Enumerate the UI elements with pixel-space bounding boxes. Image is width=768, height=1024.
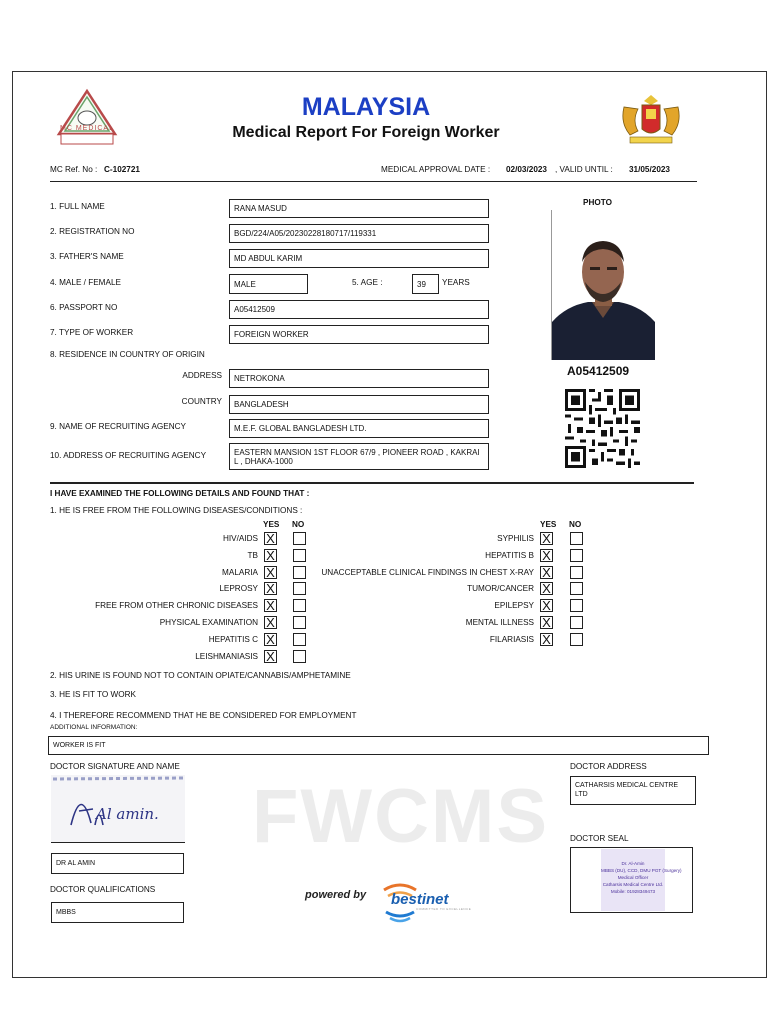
worker-type-field: FOREIGN WORKER [229,325,489,344]
agency-address-field: EASTERN MANSION 1ST FLOOR 67/9 , PIONEER ROAD , KAKRAI L , DHAKA-1000 [229,443,489,470]
meta-divider [50,181,697,182]
approval-label: MEDICAL APPROVAL DATE : [381,165,491,174]
yes-checkbox-left[interactable]: X [264,633,277,646]
age-label: 5. AGE : [352,278,383,287]
age-field: 39 [412,274,439,294]
disease-label-right: TUMOR/CANCER [467,584,534,594]
yes-checkbox-right[interactable]: X [540,616,553,629]
gender-field: MALE [229,274,308,294]
yes-header-left: YES [263,520,280,529]
additional-info-label: ADDITIONAL INFORMATION: [50,724,138,731]
passport-label: 6. PASSPORT NO [50,303,118,312]
photo-passport-no: A05412509 [567,364,630,378]
agency-label: 9. NAME OF RECRUITING AGENCY [50,422,187,431]
valid-value: 31/05/2023 [629,165,670,174]
doctor-sign-label: DOCTOR SIGNATURE AND NAME [50,762,180,771]
doctor-qual-label: DOCTOR QUALIFICATIONS [50,885,156,894]
no-checkbox-right[interactable] [570,532,583,545]
worker-type-label: 7. TYPE OF WORKER [50,328,134,337]
worker-photo [551,210,654,360]
yes-checkbox-left[interactable]: X [264,599,277,612]
disease-label-left: HIV/AIDS [222,534,258,543]
exam-point-1: 1. HE IS FREE FROM THE FOLLOWING DISEASES/CONDITIONS : [50,506,303,515]
father-name-field: MD ABDUL KARIM [229,249,489,268]
no-checkbox-right[interactable] [570,549,583,562]
seal-text [601,860,682,895]
no-checkbox-right[interactable] [570,599,583,612]
yes-checkbox-left[interactable]: X [264,582,277,595]
no-checkbox-left[interactable] [293,650,306,663]
full-name-label: 1. FULL NAME [50,202,105,211]
disease-label-left: HEPATITIS C [208,634,258,644]
doctor-address-label: DOCTOR ADDRESS [570,762,647,771]
coat-of-arms-icon [616,93,686,145]
seal-line: Mobile: 01928349473 [610,889,656,894]
exam-point-2: 2. HIS URINE IS FOUND NOT TO CONTAIN OPIATE/CANNABIS/AMPHETAMINE [50,671,351,680]
registration-field: BGD/224/A05/20230228180717/119331 [229,224,489,243]
yes-checkbox-right[interactable]: X [540,549,553,562]
exam-point-3: 3. HE IS FIT TO WORK [50,690,136,699]
powered-by-text: powered by [305,889,367,901]
disease-label-left: PHYSICAL EXAMINATION [159,618,258,627]
section-divider [50,482,694,484]
no-checkbox-right[interactable] [570,582,583,595]
bestinet-brand: bestinet [391,891,449,908]
additional-info-field: WORKER IS FIT [48,736,709,755]
yes-checkbox-right[interactable]: X [540,582,553,595]
disease-label-right: FILARIASIS [489,634,534,644]
doctor-qual-field: MBBS [51,902,184,923]
yes-checkbox-left[interactable]: X [264,566,277,579]
no-checkbox-right[interactable] [570,566,583,579]
disease-label-left: TB [247,550,258,560]
bestinet-tagline: COMMITTED TO EXCELLENCE [416,907,472,911]
agency-address-label: 10. ADDRESS OF RECRUITING AGENCY [50,451,207,460]
qr-code-icon [565,389,640,468]
yes-checkbox-right[interactable]: X [540,633,553,646]
approval-value: 02/03/2023 [506,165,547,174]
photo-label: PHOTO [583,198,612,207]
full-name-field: RANA MASUD [229,199,489,218]
no-header-left: NO [292,520,305,529]
yes-checkbox-left[interactable]: X [264,650,277,663]
seal-line: Dr. Al-Amin [621,861,645,866]
country-field: BANGLADESH [229,395,489,414]
age-unit: YEARS [442,278,470,287]
exam-point-4: 4. I THEREFORE RECOMMEND THAT HE BE CONSIDERED FOR EMPLOYMENT [50,711,357,720]
yes-checkbox-left[interactable]: X [264,549,277,562]
gender-label: 4. MALE / FEMALE [50,278,121,287]
exam-heading: I HAVE EXAMINED THE FOLLOWING DETAILS AND FOUND THAT : [50,489,310,498]
doctor-seal-label: DOCTOR SEAL [570,834,629,843]
yes-checkbox-left[interactable]: X [264,532,277,545]
disease-label-right: MENTAL ILLNESS [465,618,534,627]
passport-field: A05412509 [229,300,489,319]
seal-line: Catharsis Medical Centre Ltd. [602,882,664,887]
residence-label: 8. RESIDENCE IN COUNTRY OF ORIGIN [50,350,205,359]
seal-line: MBBS (DU), CCD, DMU PGT (Surgery) [601,868,682,873]
registration-label: 2. REGISTRATION NO [50,227,135,236]
seal-line: Medical Officer [617,875,649,880]
disease-label-right: HEPATITIS B [485,550,534,560]
disease-label-left: MALARIA [222,567,258,577]
signature-text: Al amin. [96,805,159,823]
address-label: ADDRESS [182,371,222,380]
yes-checkbox-right[interactable]: X [540,599,553,612]
country-label: COUNTRY [181,397,222,406]
father-name-label: 3. FATHER'S NAME [50,252,124,261]
ref-value: C-102721 [104,165,140,174]
medical-logo [56,88,118,146]
disease-label-left: FREE FROM OTHER CHRONIC DISEASES [95,601,258,611]
yes-checkbox-right[interactable]: X [540,566,553,579]
doctor-name-field: DR AL AMIN [51,853,184,874]
fwcms-watermark: FWCMS [252,774,550,859]
no-checkbox-right[interactable] [570,633,583,646]
yes-checkbox-right[interactable]: X [540,532,553,545]
no-checkbox-right[interactable] [570,616,583,629]
valid-label: , VALID UNTIL : [555,165,613,174]
disease-label-left: LEPROSY [219,584,258,594]
address-field: NETROKONA [229,369,489,388]
disease-label-right: EPILEPSY [494,601,534,611]
disease-label-right: SYPHILIS [497,534,534,543]
ref-label: MC Ref. No : [50,165,98,174]
report-title: Medical Report For Foreign Worker [232,124,500,141]
medical-logo-text: MC MEDICAL [60,125,114,132]
disease-label-right: UNACCEPTABLE CLINICAL FINDINGS IN CHEST X-RAY [321,567,534,577]
no-header-right: NO [569,520,582,529]
country-title: MALAYSIA [301,93,431,121]
doctor-address-field: CATHARSIS MEDICAL CENTRE LTD [570,776,696,805]
yes-checkbox-left[interactable]: X [264,616,277,629]
yes-header-right: YES [540,520,557,529]
disease-label-left: LEISHMANIASIS [195,651,258,661]
doctor-seal-stamp [570,847,693,913]
agency-field: M.E.F. GLOBAL BANGLADESH LTD. [229,419,489,438]
